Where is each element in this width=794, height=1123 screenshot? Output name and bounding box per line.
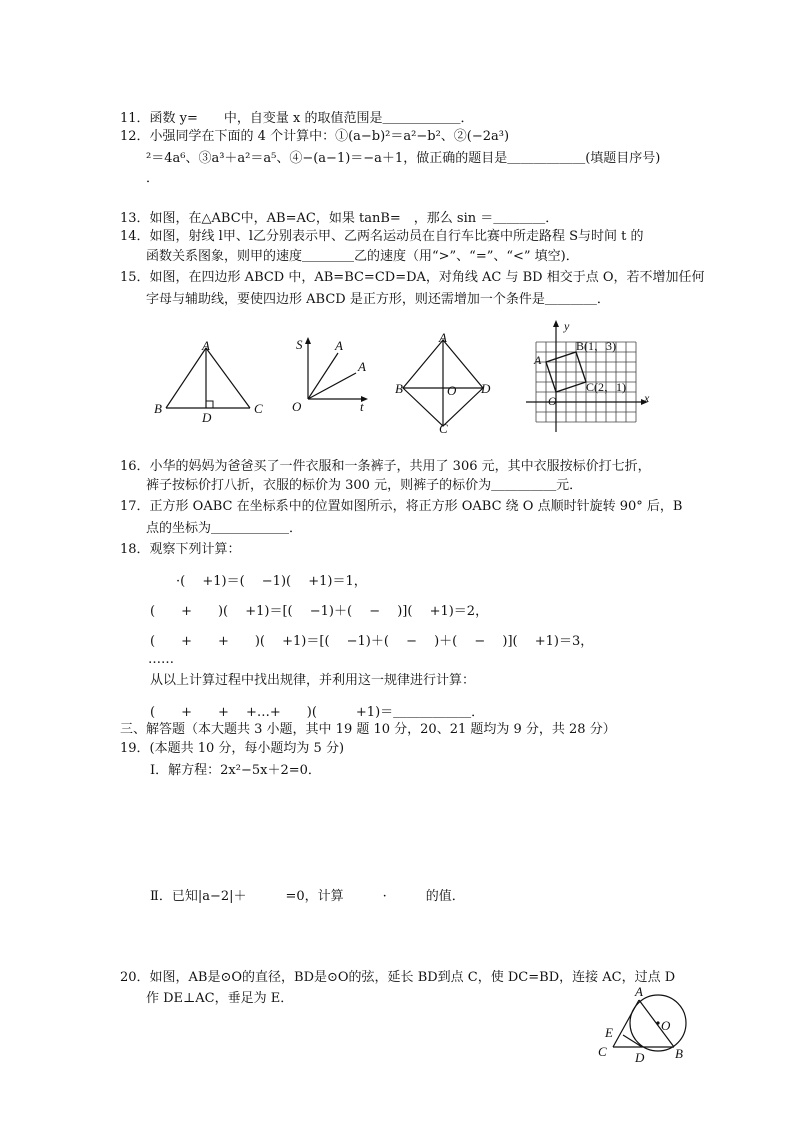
label-A-upper: A	[335, 338, 343, 353]
question-17-line2: 点的坐标为＿＿＿＿＿＿．	[146, 521, 303, 536]
label-A: A	[439, 330, 447, 345]
label-O: O	[548, 394, 557, 408]
question-12-line2: ²＝4a⁶、③a³＋a²＝a⁵、④−(a−1)＝−a＋1，做正确的题目是＿＿＿＿＿＿(填题目序号)	[146, 151, 661, 166]
label-D: D	[635, 1050, 645, 1065]
label-B-point: B(1，3)	[576, 339, 616, 353]
question-18-eq3: ( + + )( +1)＝[( −1)＋( − )＋( − )]( +1)＝3，	[150, 634, 594, 649]
question-12-line3: ．	[146, 171, 160, 186]
question-18-rule: 从以上计算过程中找出规律，并利用这一规律进行计算：	[150, 673, 476, 688]
label-O: O	[661, 1018, 671, 1033]
label-A: A	[534, 353, 542, 367]
question-19-part2: Ⅱ．已知|a−2|＋ =0，计算 · 的值．	[150, 889, 465, 904]
label-S: S	[296, 337, 303, 352]
question-20-line2: 作 DE⊥AC，垂足为 E．	[146, 991, 294, 1006]
label-y: y	[564, 319, 570, 333]
question-19: 19．(本题共 10 分，每小题均为 5 分)	[120, 741, 345, 756]
label-t: t	[360, 399, 364, 414]
question-18-ellipsis: ……	[148, 652, 174, 667]
section-3-heading: 三、解答题（本大题共 3 小题，其中 19 题 10 分，20、21 题均为 9 分，共 28 分）	[120, 722, 616, 737]
label-A-lower: A	[358, 359, 366, 374]
label-O: O	[447, 383, 457, 398]
label-A: A	[202, 338, 210, 353]
label-C: C	[439, 421, 448, 436]
question-20-line1: 20．如图，AB是⊙O的直径，BD是⊙O的弦，延长 BD到点 C，使 DC=BD，连接 AC，过点 D	[120, 970, 676, 985]
question-13: 13．如图，在△ABC中，AB=AC，如果 tanB= ，那么 sin ＝＿＿＿＿．	[120, 211, 559, 226]
question-14-line1: 14．如图，射线 l甲、l乙分别表示甲、乙两名运动员在自行车比赛中所走路程 S与时间 t 的	[120, 229, 644, 244]
circle-figure	[595, 980, 695, 1065]
label-x: x	[644, 391, 650, 405]
question-16-line2: 裤子按标价打八折，衣服的标价为 300 元，则裤子的标价为＿＿＿＿＿元．	[146, 478, 583, 493]
question-12-line1: 12．小强同学在下面的 4 个计算中：①(a−b)²＝a²−b²、②(−2a³)	[120, 129, 510, 144]
question-16-line1: 16．小华的妈妈为爸爸买了一件衣服和一条裤子，共用了 306 元，其中衣服按标价打七折，	[120, 459, 651, 474]
rays-figure	[290, 335, 380, 425]
label-B: B	[675, 1046, 683, 1061]
question-15-line2: 字母与辅助线，要使四边形 ABCD 是正方形，则还需增加一个条件是＿＿＿＿．	[146, 292, 610, 307]
triangle-figure	[150, 338, 270, 428]
question-14-line2: 函数关系图象，则甲的速度＿＿＿＿乙的速度（用“>”、“=”、“<” 填空)．	[146, 249, 579, 264]
rhombus-figure	[395, 332, 495, 437]
label-C-point: C(2，1)	[586, 380, 626, 394]
label-A: A	[635, 984, 643, 999]
label-B: B	[154, 401, 162, 416]
label-C: C	[254, 401, 263, 416]
label-C: C	[598, 1044, 607, 1059]
question-18: 18．观察下列计算：	[120, 542, 241, 557]
question-17-line1: 17．正方形 OABC 在坐标系中的位置如图所示，将正方形 OABC 绕 O 点顺时针旋转 90° 后，B	[120, 499, 683, 514]
label-O: O	[292, 399, 302, 414]
label-E: E	[605, 1025, 613, 1040]
question-15-line1: 15．如图，在四边形 ABCD 中，AB=BC=CD=DA，对角线 AC 与 BD 相交于点 O，若不增加任何	[120, 270, 705, 285]
question-11: 11．函数 y= 中，自变量 x 的取值范围是＿＿＿＿＿＿．	[120, 111, 474, 126]
label-D: D	[202, 410, 212, 425]
label-D: D	[481, 381, 491, 396]
question-19-part1: Ⅰ．解方程：2x²−5x＋2=0．	[150, 763, 321, 778]
grid-figure	[520, 320, 655, 445]
question-18-eq2: ( + )( +1)＝[( −1)＋( − )]( +1)＝2，	[150, 604, 489, 619]
label-B: B	[395, 381, 403, 396]
question-18-compute: ( + + +…+ )( +1)＝＿＿＿＿＿＿．	[150, 705, 485, 720]
question-18-eq1: ·( +1)＝( −1)( +1)＝1，	[176, 574, 367, 589]
